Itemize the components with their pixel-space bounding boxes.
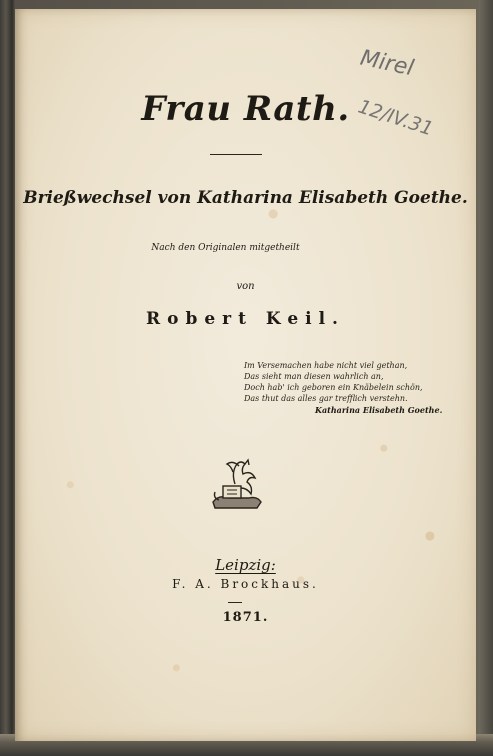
griffin-printer-mark-icon — [205, 454, 267, 520]
title-divider — [210, 154, 262, 155]
publication-place: Leipzig: — [215, 556, 276, 574]
book-edge — [479, 0, 493, 756]
motto-line: Das thut das alles gar trefflich verstehn. — [244, 394, 408, 403]
author-name: Robert Keil. — [146, 309, 345, 329]
motto-line: Das sieht man diesen wahrlich an, — [244, 372, 384, 381]
publisher-divider — [228, 602, 242, 603]
publication-year: 1871. — [222, 610, 269, 625]
by-label: von — [236, 281, 255, 292]
pencil-note: Mirel — [357, 45, 416, 82]
edition-note: Nach den Originalen mitgetheilt — [151, 243, 300, 253]
motto-line: Doch hab' ich geboren ein Knäbelein schön, — [244, 383, 423, 392]
motto-verse — [244, 360, 423, 404]
book-title: Frau Rath. — [141, 89, 350, 129]
pencil-date: 12/IV.31 — [355, 95, 436, 141]
book-subtitle: Brießwechsel von Katharina Elisabeth Goethe. — [23, 188, 468, 208]
title-page — [15, 9, 476, 741]
motto-signature: Katharina Elisabeth Goethe. — [315, 405, 443, 415]
motto-line: Im Versemachen habe nicht viel gethan, — [244, 361, 408, 370]
publisher-name: F. A. Brockhaus. — [172, 577, 319, 591]
